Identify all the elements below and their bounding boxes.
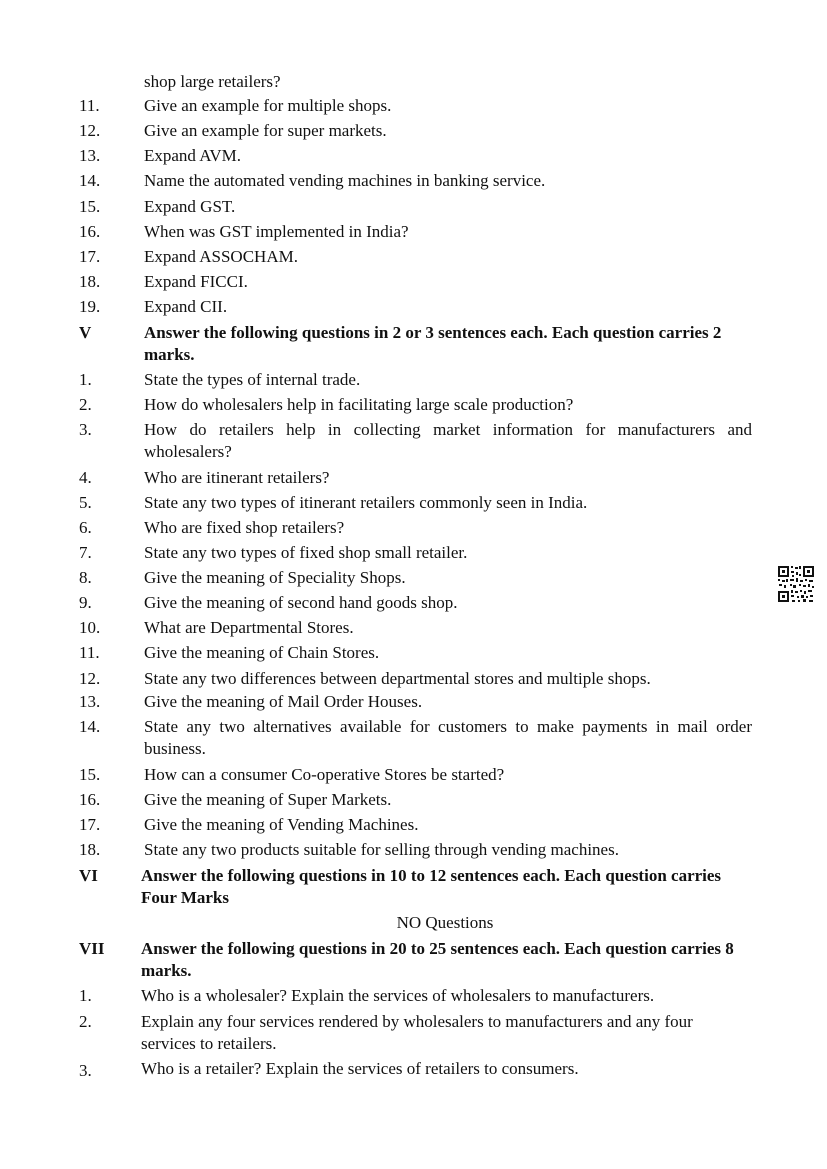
section-number: V xyxy=(79,323,92,342)
question-number: 12. xyxy=(79,121,101,140)
question-number: 14. xyxy=(79,171,101,190)
question-text: Expand ASSOCHAM. xyxy=(144,247,298,266)
question-text: Give the meaning of Chain Stores. xyxy=(144,643,380,662)
question-number: 8. xyxy=(79,568,92,587)
qr-code-icon xyxy=(777,565,815,603)
question-text: Who are itinerant retailers? xyxy=(144,468,330,487)
question-text: State any two alternatives available for customers to make payments in mail order business. xyxy=(144,717,752,758)
question-number: 4. xyxy=(79,468,92,487)
question-text: How do retailers help in collecting market information for manufacturers and wholesalers? xyxy=(144,420,752,461)
section-number: VII xyxy=(79,939,105,958)
question-number: 18. xyxy=(79,272,101,291)
question-text: Expand FICCI. xyxy=(144,272,248,291)
question-number: 13. xyxy=(79,692,101,711)
question-number: 17. xyxy=(79,247,101,266)
question-text: Who is a retailer? Explain the services of retailers to consumers. xyxy=(141,1059,579,1078)
question-text: What are Departmental Stores. xyxy=(144,618,354,637)
question-text: Give the meaning of Speciality Shops. xyxy=(144,568,406,587)
question-number: 13. xyxy=(79,146,101,165)
question-number: 19. xyxy=(79,297,101,316)
question-text: Give an example for super markets. xyxy=(144,121,387,140)
question-number: 16. xyxy=(79,790,101,809)
section-instruction: Answer the following questions in 2 or 3 sentences each. Each question carries 2 marks. xyxy=(144,323,722,364)
question-text: Expand CII. xyxy=(144,297,228,316)
question-text: State the types of internal trade. xyxy=(144,370,361,389)
question-text: When was GST implemented in India? xyxy=(144,222,409,241)
question-text: Give the meaning of Super Markets. xyxy=(144,790,392,809)
question-text: Expand GST. xyxy=(144,197,236,216)
question-text: shop large retailers? xyxy=(144,72,281,91)
question-text: Give the meaning of Vending Machines. xyxy=(144,815,419,834)
question-number: 10. xyxy=(79,618,101,637)
section-instruction: Answer the following questions in 10 to 12 sentences each. Each question carries Four Marks xyxy=(141,866,722,907)
question-number: 2. xyxy=(79,1012,92,1031)
question-number: 7. xyxy=(79,543,92,562)
question-number: 15. xyxy=(79,197,101,216)
question-number: 12. xyxy=(79,669,101,688)
question-text: How do wholesalers help in facilitating large scale production? xyxy=(144,395,574,414)
no-questions-note: NO Questions xyxy=(396,913,494,932)
question-text: How can a consumer Co-operative Stores be started? xyxy=(144,765,505,784)
question-text: Give an example for multiple shops. xyxy=(144,96,392,115)
question-text: Name the automated vending machines in banking service. xyxy=(144,171,546,190)
question-number: 2. xyxy=(79,395,92,414)
question-number: 17. xyxy=(79,815,101,834)
question-number: 6. xyxy=(79,518,92,537)
section-instruction: Answer the following questions in 20 to 25 sentences each. Each question carries 8 marks. xyxy=(141,939,734,980)
question-text: Give the meaning of Mail Order Houses. xyxy=(144,692,423,711)
question-number: 11. xyxy=(79,643,100,662)
question-text: State any two products suitable for selling through vending machines. xyxy=(144,840,619,859)
question-number: 14. xyxy=(79,717,101,736)
question-number: 5. xyxy=(79,493,92,512)
question-text: Give the meaning of second hand goods shop. xyxy=(144,593,458,612)
question-number: 16. xyxy=(79,222,101,241)
question-number: 15. xyxy=(79,765,101,784)
question-number: 3. xyxy=(79,420,92,439)
section-number: VI xyxy=(79,866,98,885)
question-text: State any two types of fixed shop small retailer. xyxy=(144,543,468,562)
question-number: 1. xyxy=(79,370,92,389)
question-number: 11. xyxy=(79,96,100,115)
question-number: 18. xyxy=(79,840,101,859)
question-text: Explain any four services rendered by wholesalers to manufacturers and any four services to retailers. xyxy=(141,1012,693,1053)
question-number: 3. xyxy=(79,1061,92,1080)
question-text: State any two differences between departmental stores and multiple shops. xyxy=(144,669,651,688)
question-text: State any two types of itinerant retailers commonly seen in India. xyxy=(144,493,588,512)
question-number: 9. xyxy=(79,593,92,612)
question-text: Who are fixed shop retailers? xyxy=(144,518,345,537)
question-number: 1. xyxy=(79,986,92,1005)
question-text: Who is a wholesaler? Explain the services of wholesalers to manufacturers. xyxy=(141,986,655,1005)
question-text: Expand AVM. xyxy=(144,146,241,165)
